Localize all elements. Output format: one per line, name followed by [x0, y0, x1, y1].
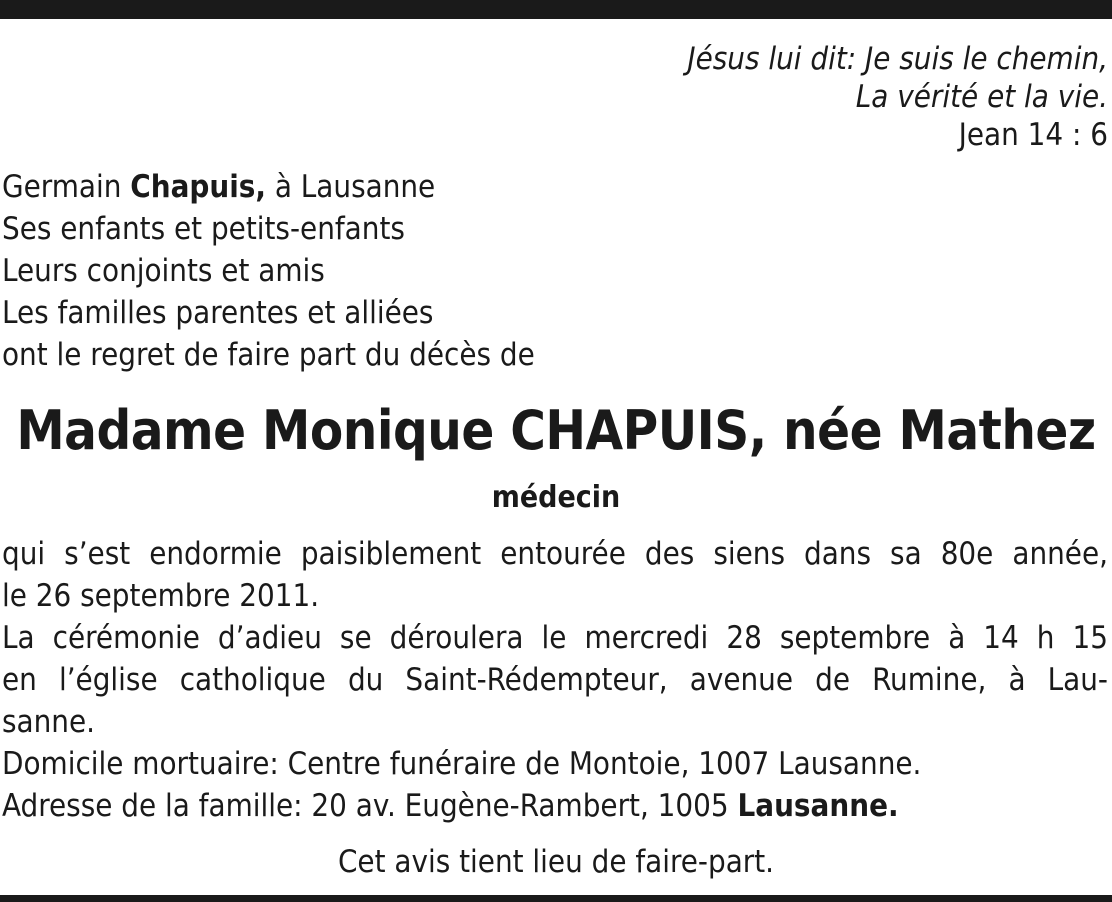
- deceased-profession: médecin: [491, 480, 621, 515]
- mourner-surname: Chapuis,: [130, 169, 266, 205]
- verse-reference: Jean 14 : 6: [958, 117, 1108, 153]
- mourner-line-2: Ses enfants et petits-enfants: [2, 211, 405, 247]
- announcement-line: ont le regret de faire part du décès de: [2, 337, 535, 373]
- mourner-line-3: Leurs conjoints et amis: [2, 253, 325, 289]
- mourners-list: [2, 166, 535, 376]
- verse-line-1: Jésus lui dit: Je suis le chemin,: [687, 41, 1108, 77]
- top-rule: [0, 0, 1112, 19]
- funeral-details: [2, 533, 1108, 827]
- family-address: Adresse de la famille: 20 av. Eugène-Rambert, 1005: [2, 788, 729, 824]
- mourner-first-name: Germain: [2, 169, 122, 205]
- details-line-4: en l’église catholique du Saint-Rédempteur, avenue de Rumine, à Lau-: [2, 662, 1108, 698]
- details-line-7: [2, 785, 1108, 827]
- mourner-line-1: [2, 166, 535, 208]
- family-city: Lausanne.: [737, 788, 899, 824]
- closing-note: Cet avis tient lieu de faire-part.: [337, 844, 775, 880]
- details-line-1: qui s’est endormie paisiblement entourée des siens dans sa 80e année,: [2, 536, 1108, 572]
- bottom-rule: [0, 895, 1112, 902]
- details-line-5: sanne.: [2, 704, 95, 740]
- bible-verse: [687, 40, 1108, 154]
- mourner-line-4: Les familles parentes et alliées: [2, 295, 434, 331]
- details-line-2: le 26 septembre 2011.: [2, 578, 320, 614]
- mourner-location: à Lausanne: [274, 169, 436, 205]
- details-line-3: La cérémonie d’adieu se déroulera le mercredi 28 septembre à 14 h 15: [2, 620, 1108, 656]
- deceased-name: Madame Monique CHAPUIS, née Mathez: [16, 399, 1096, 462]
- verse-line-2: La vérité et la vie.: [855, 79, 1108, 115]
- details-line-6: Domicile mortuaire: Centre funéraire de Montoie, 1007 Lausanne.: [2, 746, 922, 782]
